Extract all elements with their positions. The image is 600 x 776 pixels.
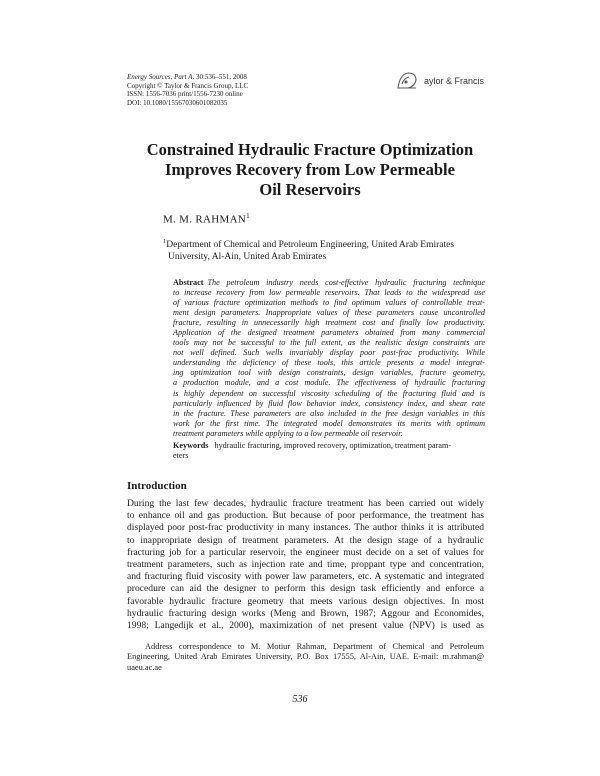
title-line: Constrained Hydraulic Fracture Optimization xyxy=(146,140,474,159)
body-line: During the last few decades, hydraulic fracture treatment has been carried out widely xyxy=(127,498,484,509)
keywords-label: Keywords xyxy=(173,441,209,450)
keywords xyxy=(173,441,485,461)
section-heading: Introduction xyxy=(127,480,187,492)
paper-title xyxy=(100,140,520,200)
abstract-line: not well defined. Such wells invariably display poor post-frac productivity. While xyxy=(173,348,485,358)
abstract-line: in the fracture. These parameters are also included in the free design variables in this xyxy=(173,408,485,418)
abstract-line: fracture, resulting in unnecessarily high treatment cost and finally low productivity. xyxy=(173,318,485,328)
abstract-line: particularly influenced by fluid flow behavior index, consistency index, and shear rate xyxy=(173,398,485,408)
abstract-line: is highly dependent on successful viscosity scheduling of the fracturing fluid and is xyxy=(173,388,485,398)
body-line: hydraulic fracturing design works (Meng and Brown, 1987; Aggour and Economides, xyxy=(127,607,484,619)
body-line: to enhance oil and gas production. But because of poor performance, the treatment has xyxy=(127,510,484,522)
abstract xyxy=(173,278,485,439)
body-line: 1998; Langedijk et al., 2000), maximization of net present value (NPV) is used as xyxy=(127,620,484,632)
abstract-line: to increase recovery from low permeable reservoirs. That leads to the widespread use xyxy=(173,288,485,298)
article-metadata xyxy=(127,73,248,107)
affiliation-line-1: Department of Chemical and Petroleum Engineering, United Arab Emirates xyxy=(166,240,455,251)
abstract-line: of various fracture optimization methods to find optimum values of controllable treat- xyxy=(173,298,485,308)
publisher-name: aylor & Francis xyxy=(424,76,485,86)
journal-name: Energy Sources, Part A, xyxy=(127,73,195,81)
affiliation xyxy=(163,236,454,263)
body-line: and fracturing fluid viscosity with power law parameters, etc. A systematic and integrated xyxy=(127,571,484,583)
issn-line: ISSN: 1556-7036 print/1556-7230 online xyxy=(127,90,243,99)
abstract-line: work for the first time. The integrated model demonstrates its merits with optimum xyxy=(173,418,485,428)
author xyxy=(163,212,250,226)
taylor-francis-logo-icon xyxy=(394,70,420,92)
abstract-line xyxy=(173,278,485,288)
abstract-line: a production module, and a cost module. The effectiveness of hydraulic fracturing xyxy=(173,378,485,388)
footnote-line: Engineering, United Arab Emirates University, P.O. Box 17555, Al-Ain, UAE. E-mail: m.rahman@ xyxy=(127,652,484,662)
journal-citation: 30:536–551, 2008 xyxy=(194,73,247,81)
author-affiliation-marker: 1 xyxy=(246,212,250,220)
abstract-line: Application of the designed treatment parameters obtained from many commercial xyxy=(173,328,485,338)
author-name: M. M. RAHMAN xyxy=(163,213,247,226)
abstract-line: ment design parameters. Inappropriate values of these parameters cause uncontrolled xyxy=(173,308,485,318)
abstract-line: understanding the deficiency of these tools, this article presents a model integrat- xyxy=(173,358,485,368)
publisher-logo xyxy=(394,70,484,92)
keywords-text-cont: eters xyxy=(173,451,189,460)
footnote-line: uaeu.ac.ae xyxy=(127,662,162,672)
introduction-body xyxy=(127,498,484,632)
body-line: fracturing job for a particular reservoir, the engineer must decide on a set of values for xyxy=(127,546,484,558)
body-line: procedure can aid the designer to perform this design task efficiently and enforce a xyxy=(127,583,484,595)
abstract-text: The petroleum industry needs cost-effective hydraulic fracturing technique xyxy=(207,278,485,287)
abstract-line: treatment parameters while applying to a low permeable oil reservoir. xyxy=(173,428,403,438)
abstract-label: Abstract xyxy=(173,278,204,287)
abstract-line: tools may not be successful to the full extent, as the realistic design constraints are xyxy=(173,338,485,348)
body-line: favorable hydraulic fracture geometry that meets various design objectives. In most xyxy=(127,595,484,607)
doi-line: DOI: 10.1080/15567030601082035 xyxy=(127,98,228,107)
body-line: to inappropriate design of treatment parameters. At the design stage of a hydraulic xyxy=(127,534,484,546)
abstract-line: ing optimization tool with design constraints, design variables, fracture geometry, xyxy=(173,368,485,378)
footnote-line: Address correspondence to M. Motiur Rahman, Department of Chemical and Petroleum xyxy=(145,642,484,651)
body-line: displayed poor post-frac productivity in many instances. The author thinks it is attributed xyxy=(127,522,484,534)
copyright-line: Copyright © Taylor & Francis Group, LLC xyxy=(127,81,249,90)
affiliation-line-2: University, Al-Ain, United Arab Emirates xyxy=(168,252,327,263)
correspondence-footnote xyxy=(127,642,484,673)
keywords-text: hydraulic fracturing, improved recovery, optimization, treatment param- xyxy=(214,441,452,450)
affiliation-marker: 1 xyxy=(163,238,167,245)
title-line: Oil Reservoirs xyxy=(259,180,361,199)
page-number: 536 xyxy=(292,694,308,705)
body-line: treatment parameters, such as injection rate and time, proppant type and concentration, xyxy=(127,559,484,571)
title-line: Improves Recovery from Low Permeable xyxy=(165,160,455,179)
